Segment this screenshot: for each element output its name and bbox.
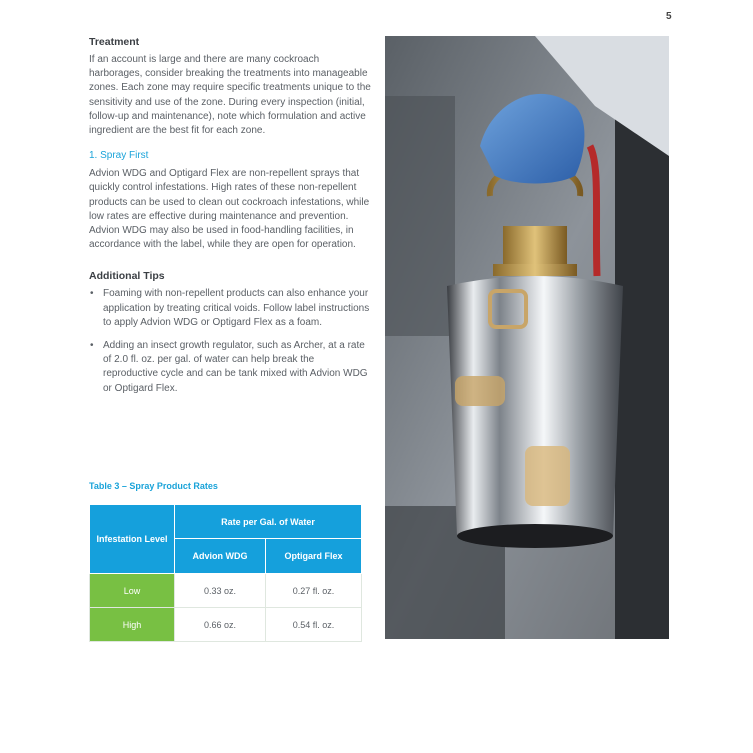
header-advion: Advion WDG [175,539,266,574]
tip-text: Foaming with non-repellent products can also enhance your application by treating critical voids. Follow label instructions to apply Advion WDG or Optigard Flex as a foam. [103,288,370,328]
row-level: Low [90,574,175,608]
row-advion-value: 0.66 oz. [175,608,266,642]
treatment-heading: Treatment [89,36,140,48]
header-rate-per-gal: Rate per Gal. of Water [175,505,362,539]
treatment-paragraph: If an account is large and there are many cockroach harborages, consider breaking the treatments into manageable zones. Each zone may require specific treatments unique to the sensitivity and use of the zone. During every inspection (initial, follow-up and maintenance), note which formulation and active ingredient are the best fit for each zone. [89,54,371,137]
header-optigard: Optigard Flex [266,539,362,574]
spray-first-paragraph: Advion WDG and Optigard Flex are non-repellent sprays that quickly control infestations. High rates of these non-repellent products can be used to clean out cockroach infestations, while low rates are effective during maintenance and prevention. Advion WDG may also be used in food-handling facilities, in accordance with the label, while they are open for operation. [89,168,370,251]
row-optigard-value: 0.54 fl. oz. [266,608,362,642]
bullet-icon: • [90,288,94,300]
list-item [89,287,371,330]
header-infestation-level: Infestation Level [90,505,175,574]
spray-first-heading: 1. Spray First [89,150,149,162]
table-caption: Table 3 – Spray Product Rates [89,481,218,491]
table-row [90,574,362,608]
bullet-icon: • [90,340,94,352]
table-row [90,608,362,642]
row-level: High [90,608,175,642]
spray-rates-table [89,504,362,642]
page-number: 5 [666,11,672,22]
tip-text: Adding an insect growth regulator, such as Archer, at a rate of 2.0 fl. oz. per gal. of water can help break the reproductive cycle and can be tank mixed with Advion WDG or Optigard Flex. [103,340,368,394]
additional-tips-heading: Additional Tips [89,270,165,283]
text-column [89,35,371,405]
sprayer-illustration [385,36,669,639]
row-advion-value: 0.33 oz. [175,574,266,608]
sprayer-photo [385,36,669,639]
row-optigard-value: 0.27 fl. oz. [266,574,362,608]
tips-list [89,287,371,395]
list-item [89,339,371,396]
